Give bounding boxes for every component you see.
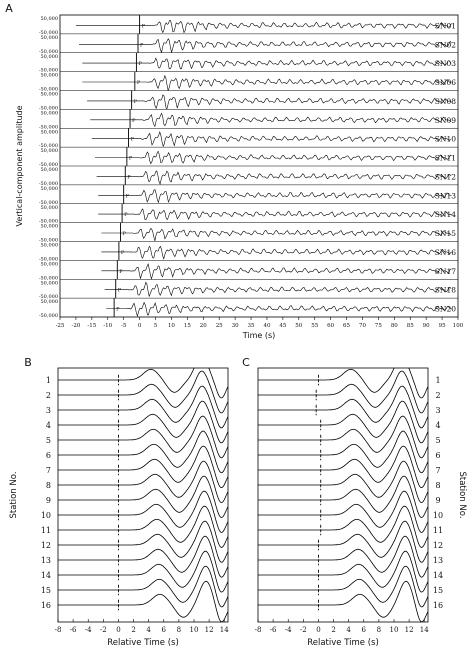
station-trace	[258, 356, 428, 398]
seismic-trace	[87, 95, 451, 109]
station-trace	[258, 401, 428, 443]
station-number: 4	[435, 421, 441, 430]
seismic-trace	[76, 21, 452, 33]
y-tick-label: 50,000	[40, 223, 58, 230]
station-trace	[58, 551, 228, 592]
station-number: 9	[435, 496, 441, 505]
station-number: 14	[432, 571, 444, 580]
x-tick-label: -20	[71, 323, 81, 329]
x-tick-label: 40	[263, 323, 271, 329]
p-label: P	[116, 306, 120, 313]
y-tick-label: 50,000	[40, 261, 58, 268]
x-tick-label: -15	[87, 323, 97, 329]
seismic-trace	[101, 229, 451, 241]
seismic-trace	[101, 264, 451, 279]
station-number: 11	[432, 526, 444, 535]
station-number: 12	[432, 541, 444, 550]
station-number: 3	[45, 406, 51, 415]
x-tick-label: 80	[390, 323, 398, 329]
y-axis-label: Vertical-component amplitude	[15, 105, 24, 227]
y-tick-label: 50,000	[40, 280, 58, 287]
station-number: 2	[45, 391, 51, 400]
station-trace	[258, 536, 428, 577]
station-label: SN17	[434, 266, 456, 276]
x-tick-label: 10	[189, 626, 199, 634]
station-trace	[258, 551, 428, 592]
p-label: P	[119, 268, 123, 275]
y-tick-label: -50,000	[38, 29, 58, 36]
y-tick-label: 50,000	[40, 53, 58, 60]
x-tick-label: 30	[231, 323, 239, 329]
seismic-trace	[98, 209, 451, 220]
x-tick-label: 2	[131, 626, 136, 634]
x-tick-label: -25	[55, 323, 65, 329]
y-tick-label: 50,000	[40, 185, 58, 192]
station-trace	[258, 521, 428, 562]
station-trace	[58, 566, 228, 607]
x-tick-label: -4	[284, 626, 292, 634]
x-tick-label: 4	[346, 626, 351, 634]
x-tick-label: 8	[376, 626, 382, 634]
p-label: P	[124, 212, 128, 219]
x-axis-label: Relative Time (s)	[307, 638, 379, 648]
panel-a-label: A	[5, 2, 13, 15]
y-tick-label: 50,000	[40, 129, 58, 136]
y-tick-label: -50,000	[38, 313, 58, 319]
y-axis-label: Station No.	[9, 471, 19, 519]
p-label: P	[130, 136, 134, 143]
x-tick-label: 90	[422, 323, 430, 329]
p-label: P	[117, 287, 122, 294]
station-trace	[58, 356, 228, 398]
p-label: P	[127, 174, 131, 181]
station-label: SN15	[434, 229, 456, 239]
x-tick-label: 60	[327, 323, 335, 329]
y-tick-label: 50,000	[40, 91, 58, 98]
y-tick-label: -50,000	[38, 237, 58, 244]
station-number: 8	[45, 481, 51, 490]
x-tick-label: 35	[247, 323, 255, 329]
p-label: P	[140, 42, 144, 49]
station-number: 3	[435, 406, 441, 415]
x-tick-label: 70	[358, 323, 366, 329]
panel-label: B	[24, 356, 32, 369]
y-tick-label: 50,000	[40, 242, 58, 249]
x-tick-label: 85	[406, 323, 414, 329]
x-axis-label: Relative Time (s)	[107, 638, 179, 648]
seismic-trace	[97, 171, 451, 184]
station-number: 5	[45, 436, 51, 445]
station-trace	[58, 446, 228, 488]
station-trace	[258, 581, 428, 622]
x-tick-label: 2	[331, 626, 336, 634]
y-tick-label: 50,000	[40, 34, 58, 41]
x-tick-label: -6	[269, 626, 277, 634]
x-tick-label: 0	[137, 323, 142, 329]
station-label: SN10	[434, 134, 456, 144]
y-tick-label: -50,000	[38, 162, 58, 168]
y-tick-label: -50,000	[38, 143, 58, 150]
y-tick-label: -50,000	[38, 48, 58, 55]
station-number: 15	[40, 586, 51, 595]
x-tick-label: 100	[452, 323, 464, 329]
p-label: P	[120, 249, 125, 256]
p-label: P	[133, 98, 138, 105]
x-tick-label: 45	[279, 323, 287, 329]
station-number: 16	[40, 601, 51, 610]
station-number: 10	[432, 511, 444, 520]
x-tick-label: 6	[361, 626, 367, 634]
station-trace	[258, 461, 428, 503]
station-number: 2	[435, 391, 441, 400]
station-label: SN01	[434, 21, 456, 31]
x-tick-label: -2	[299, 626, 307, 634]
y-tick-label: 50,000	[40, 148, 58, 155]
p-label: P	[138, 61, 142, 68]
station-number: 6	[435, 451, 441, 460]
y-tick-label: 50,000	[40, 72, 58, 79]
station-trace	[58, 521, 228, 562]
station-label: SN08	[434, 96, 456, 106]
trace-group	[58, 356, 228, 622]
y-tick-label: -50,000	[38, 86, 58, 93]
x-tick-label: 20	[199, 323, 207, 329]
station-label: SN02	[434, 40, 456, 50]
y-axis-label: Station No.	[457, 471, 467, 519]
station-trace	[58, 536, 228, 577]
p-label: P	[128, 155, 133, 162]
station-label: SN09	[434, 115, 456, 125]
x-tick-label: 14	[419, 626, 429, 634]
x-tick-label: -6	[69, 626, 77, 634]
x-tick-label: 4	[146, 626, 151, 634]
station-trace	[258, 446, 428, 488]
x-tick-label: 8	[176, 626, 182, 634]
seismic-trace	[106, 303, 451, 317]
seismic-trace	[79, 39, 451, 52]
x-tick-label: 50	[295, 323, 303, 329]
station-trace	[58, 371, 228, 413]
y-tick-label: 50,000	[40, 299, 58, 306]
x-tick-label: -5	[121, 323, 127, 329]
station-trace	[58, 461, 228, 503]
x-tick-label: -2	[99, 626, 107, 634]
station-label: SN14	[434, 210, 456, 220]
seismic-trace	[92, 132, 451, 146]
station-number: 8	[435, 481, 441, 490]
station-trace	[258, 371, 428, 413]
x-tick-label: 25	[215, 323, 223, 329]
p-label: P	[136, 80, 141, 87]
station-number: 10	[40, 511, 51, 520]
y-tick-label: -50,000	[38, 275, 58, 282]
panel-b	[9, 356, 229, 648]
x-tick-label: 5	[153, 323, 158, 329]
y-tick-label: -50,000	[38, 124, 58, 131]
x-tick-label: 10	[389, 626, 399, 634]
y-tick-label: -50,000	[38, 180, 58, 187]
panel-frame	[258, 368, 428, 622]
station-label: SN13	[434, 191, 456, 201]
x-tick-label: 65	[343, 323, 351, 329]
station-label: SN18	[434, 285, 456, 295]
station-number: 5	[435, 436, 441, 445]
y-tick-label: -50,000	[38, 67, 58, 74]
station-number: 13	[40, 556, 51, 565]
p-label: P	[141, 23, 145, 30]
station-number: 1	[45, 376, 51, 385]
y-tick-label: -50,000	[38, 256, 58, 263]
x-tick-label: 10	[167, 323, 175, 329]
y-tick-label: -50,000	[38, 294, 58, 301]
station-number: 12	[40, 541, 51, 550]
station-number: 6	[45, 451, 51, 460]
y-tick-label: 50,000	[40, 110, 58, 117]
x-tick-label: -8	[254, 626, 262, 634]
p-label: P	[122, 231, 126, 238]
y-tick-label: -50,000	[38, 105, 58, 112]
x-axis-label: Time (s)	[242, 331, 276, 340]
x-tick-label: 55	[311, 323, 319, 329]
station-trace	[258, 386, 428, 428]
station-trace	[58, 581, 228, 622]
seismic-trace	[105, 282, 452, 296]
station-label: SN16	[434, 247, 456, 257]
x-tick-label: 0	[316, 626, 321, 634]
seismic-trace	[101, 246, 451, 258]
trace-group	[258, 356, 428, 622]
x-tick-label: 0	[116, 626, 121, 634]
x-tick-label: 15	[183, 323, 191, 329]
station-number: 9	[45, 496, 51, 505]
station-number: 15	[432, 586, 444, 595]
station-label: SN11	[434, 153, 456, 163]
p-label: P	[125, 193, 130, 200]
x-tick-label: -10	[103, 323, 113, 329]
y-tick-label: -50,000	[38, 199, 58, 206]
station-number: 7	[435, 466, 441, 475]
station-label: SN06	[434, 78, 456, 88]
panel-frame	[58, 368, 228, 622]
x-tick-label: 75	[374, 323, 382, 329]
station-number: 11	[40, 526, 51, 535]
station-trace	[58, 386, 228, 428]
station-label: SN03	[434, 59, 456, 69]
station-number: 1	[435, 376, 441, 385]
panel-c	[242, 356, 467, 648]
station-number: 14	[40, 571, 51, 580]
x-tick-label: -4	[84, 626, 92, 634]
seismic-trace	[95, 152, 452, 164]
station-label: SN20	[434, 304, 456, 314]
station-label: SN12	[434, 172, 456, 182]
x-tick-label: 95	[438, 323, 446, 329]
x-tick-label: 14	[219, 626, 229, 634]
y-tick-label: 50,000	[40, 204, 58, 211]
station-number: 4	[45, 421, 51, 430]
x-tick-label: -8	[54, 626, 62, 634]
y-tick-label: 50,000	[40, 167, 58, 173]
seismic-trace	[98, 190, 451, 203]
station-number: 7	[45, 466, 51, 475]
station-trace	[58, 401, 228, 443]
station-trace	[258, 566, 428, 607]
x-tick-label: 12	[204, 626, 214, 634]
p-label: P	[132, 117, 136, 124]
seismic-trace	[90, 113, 451, 126]
y-tick-label: -50,000	[38, 218, 58, 225]
x-tick-label: 6	[161, 626, 167, 634]
station-number: 13	[432, 556, 444, 565]
y-tick-label: 50,000	[40, 16, 58, 22]
station-number: 16	[432, 601, 444, 610]
panel-a	[5, 2, 464, 340]
panel-label: C	[242, 356, 250, 369]
x-tick-label: 12	[404, 626, 414, 634]
